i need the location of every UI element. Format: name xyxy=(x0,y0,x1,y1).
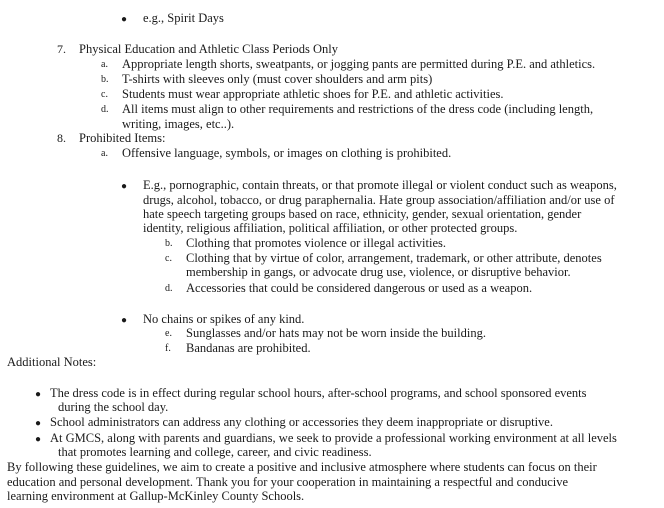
section-7-item-d-text-line-1: All items must align to other requirements and restrictions of the dress code (including length, xyxy=(122,102,594,116)
section-8-item-b-marker: b. xyxy=(165,238,173,249)
section-7-item-c-text: Students must wear appropriate athletic shoes for P.E. and athletic activities. xyxy=(122,87,504,101)
closing-line-3: learning environment at Gallup-McKinley County Schools. xyxy=(7,489,305,503)
closing-line-2: education and personal development. Thank you for your cooperation in maintaining a respectful and conducive xyxy=(7,475,569,489)
bullet-marker: ● xyxy=(35,418,42,429)
example-bullet-line-4: identity, religious affiliation, political affiliation, or other protected groups. xyxy=(143,221,518,235)
section-8-item-e-marker: e. xyxy=(165,328,172,339)
section-8-number: 8. xyxy=(57,131,66,145)
section-8-item-e-text: Sunglasses and/or hats may not be worn inside the building. xyxy=(186,326,486,340)
section-8-title: Prohibited Items: xyxy=(79,131,166,145)
bullet-marker: ● xyxy=(121,14,128,25)
section-8-item-d-text: Accessories that could be considered dangerous or used as a weapon. xyxy=(186,281,533,295)
section-7-item-a-marker: a. xyxy=(101,59,108,70)
note-1-line-1: The dress code is in effect during regular school hours, after-school programs, and school sponsored events xyxy=(50,386,587,400)
bullet-marker: ● xyxy=(35,434,42,445)
bullet-marker: ● xyxy=(121,181,128,192)
section-8-item-c-marker: c. xyxy=(165,253,172,264)
note-3-line-2: that promotes learning and college, career, and civic readiness. xyxy=(58,445,372,459)
section-8-item-c-text-line-1: Clothing that by virtue of color, arrangement, trademark, or other attribute, denotes xyxy=(186,251,602,265)
note-2-text: School administrators can address any clothing or accessories they deem inappropriate or disruptive. xyxy=(50,415,553,429)
section-8-item-f-text: Bandanas are prohibited. xyxy=(186,341,311,355)
section-8-item-a-text: Offensive language, symbols, or images on clothing is prohibited. xyxy=(122,146,452,160)
chains-bullet-text: No chains or spikes of any kind. xyxy=(143,312,305,326)
section-7-item-c-marker: c. xyxy=(101,89,108,100)
top-bullet-text: e.g., Spirit Days xyxy=(143,11,224,25)
section-7-item-d-text-line-2: writing, images, etc..). xyxy=(122,117,235,131)
section-8-item-b-text: Clothing that promotes violence or illegal activities. xyxy=(186,236,447,250)
section-8-item-a-marker: a. xyxy=(101,148,108,159)
section-7-title: Physical Education and Athletic Class Periods Only xyxy=(79,42,338,56)
section-7-item-a-text: Appropriate length shorts, sweatpants, or jogging pants are permitted during P.E. and athletics. xyxy=(122,57,596,71)
example-bullet-line-1: E.g., pornographic, contain threats, or that promote illegal or violent conduct such as weapons, xyxy=(143,178,617,192)
section-8-item-c-text-line-2: membership in gangs, or advocate drug use, violence, or disruptive behavior. xyxy=(186,265,571,279)
section-7-item-d-marker: d. xyxy=(101,104,109,115)
closing-line-1: By following these guidelines, we aim to create a positive and inclusive atmosphere where students can focus on their xyxy=(7,460,597,474)
section-7-item-b-marker: b. xyxy=(101,74,109,85)
section-8-item-d-marker: d. xyxy=(165,283,173,294)
note-1-line-2: during the school day. xyxy=(58,400,169,414)
bullet-marker: ● xyxy=(121,315,128,326)
additional-notes-heading: Additional Notes: xyxy=(7,355,97,369)
note-3-line-1: At GMCS, along with parents and guardians, we seek to provide a professional working environment at all levels xyxy=(50,431,617,445)
section-7-number: 7. xyxy=(57,42,66,56)
example-bullet-line-3: hate speech targeting groups based on race, ethnicity, gender, sexual orientation, gender xyxy=(143,207,582,221)
bullet-marker: ● xyxy=(35,389,42,400)
section-7-item-b-text: T-shirts with sleeves only (must cover shoulders and arm pits) xyxy=(122,72,433,86)
example-bullet-line-2: drugs, alcohol, tobacco, or drug paraphernalia. Hate group association/affiliation and/or use of xyxy=(143,193,615,207)
section-8-item-f-marker: f. xyxy=(165,343,171,354)
